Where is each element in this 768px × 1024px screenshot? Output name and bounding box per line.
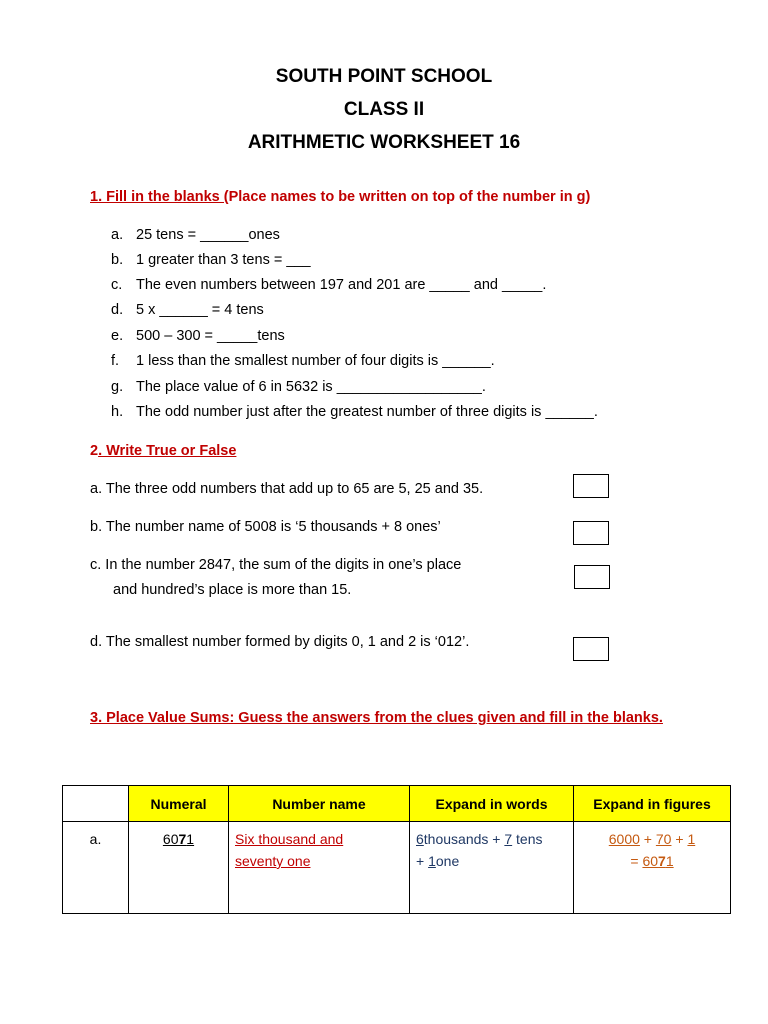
table-row — [63, 822, 731, 914]
question-text: The place value of 6 in 5632 is __________________. — [136, 379, 486, 395]
place-value-table — [62, 785, 731, 914]
section2-title — [90, 443, 236, 459]
question-letter: d. — [111, 302, 124, 318]
section3-title-text: 3. Place Value Sums: Guess the answers from the clues given and fill in the blanks. — [90, 710, 663, 726]
question-text: 1 less than the smallest number of four digits is ______. — [136, 353, 495, 369]
header-expand-figures: Expand in figures — [574, 786, 731, 822]
question-1b — [111, 252, 311, 268]
school-name: SOUTH POINT SCHOOL — [275, 66, 493, 87]
words-part: + — [416, 853, 429, 869]
section1-title — [90, 189, 590, 205]
question-1g — [111, 379, 486, 395]
section2-title-suffix: . Write True or False — [98, 443, 237, 459]
question-letter: a. — [111, 227, 124, 243]
row-label: a. — [63, 822, 129, 914]
figures-part: + — [671, 831, 688, 847]
question-letter: f. — [111, 353, 120, 369]
question-text: The even numbers between 197 and 201 are _____ and _____. — [136, 277, 547, 293]
question-1d — [111, 302, 264, 318]
expand-figures-cell — [574, 822, 731, 914]
answer-box-d[interactable] — [573, 637, 609, 661]
question-text: 25 tens = ______ones — [136, 227, 280, 243]
figures-part: 1 — [665, 853, 674, 869]
question-1a — [111, 227, 280, 243]
question-text: 5 x ______ = 4 tens — [136, 302, 264, 318]
numeral-part: 7 — [178, 831, 187, 847]
tf-question-c-line2: and hundred’s place is more than 15. — [113, 582, 352, 598]
number-name-cell — [229, 822, 410, 914]
figures-part: 1 — [687, 831, 696, 847]
question-letter: g. — [111, 379, 124, 395]
header-blank — [63, 786, 129, 822]
answer-box-c[interactable] — [574, 565, 610, 589]
figures-part: + — [639, 831, 656, 847]
figures-part: 7 — [658, 853, 666, 869]
number-name-line2: seventy one — [235, 853, 311, 869]
figures-part: 6000 — [608, 831, 640, 847]
tf-question-b: b. The number name of 5008 is ‘5 thousands + 8 ones’ — [90, 519, 441, 535]
tf-question-d: d. The smallest number formed by digits 0, 1 and 2 is ‘012’. — [90, 634, 470, 650]
question-1c — [111, 277, 546, 293]
numeral-part: 60 — [162, 831, 179, 847]
number-name-line1: Six thousand and — [235, 831, 344, 847]
question-letter: h. — [111, 404, 124, 420]
words-part: 1 — [428, 853, 436, 869]
tf-question-c: c. In the number 2847, the sum of the digits in one’s place — [90, 557, 462, 573]
figures-part: 60 — [642, 853, 659, 869]
class-title: CLASS II — [343, 99, 425, 120]
numeral-part: 1 — [186, 831, 195, 847]
section2-title-prefix: 2 — [90, 443, 99, 459]
question-1h — [111, 404, 598, 420]
words-part: one — [435, 853, 460, 869]
question-1e — [111, 328, 285, 344]
words-part: 6 — [416, 831, 424, 847]
expand-words-cell — [410, 822, 574, 914]
question-text: 500 – 300 = _____tens — [136, 328, 285, 344]
question-text: The odd number just after the greatest number of three digits is ______. — [136, 404, 598, 420]
words-part: tens — [512, 831, 543, 847]
question-letter: e. — [111, 328, 124, 344]
figures-part: 70 — [655, 831, 672, 847]
words-part: thousands + — [423, 831, 505, 847]
header-numeral: Numeral — [129, 786, 229, 822]
header-number-name: Number name — [229, 786, 410, 822]
tf-question-a: a. The three odd numbers that add up to 65 are 5, 25 and 35. — [90, 481, 484, 497]
question-1f — [111, 353, 495, 369]
answer-box-b[interactable] — [573, 521, 609, 545]
question-letter: b. — [111, 252, 124, 268]
words-part: 7 — [504, 831, 513, 847]
question-letter: c. — [111, 277, 123, 293]
table-header-row — [63, 786, 731, 822]
worksheet-title: ARITHMETIC WORKSHEET 16 — [247, 132, 521, 153]
question-text: 1 greater than 3 tens = ___ — [136, 252, 311, 268]
section3-title — [90, 710, 663, 726]
section1-title-suffix: Place names to be written on top of the number in g) — [228, 189, 591, 205]
header-expand-words: Expand in words — [410, 786, 574, 822]
numeral-cell — [129, 822, 229, 914]
answer-box-a[interactable] — [573, 474, 609, 498]
section1-title-prefix: 1. Fill in the blanks ( — [90, 189, 229, 205]
figures-part: = — [630, 853, 643, 869]
